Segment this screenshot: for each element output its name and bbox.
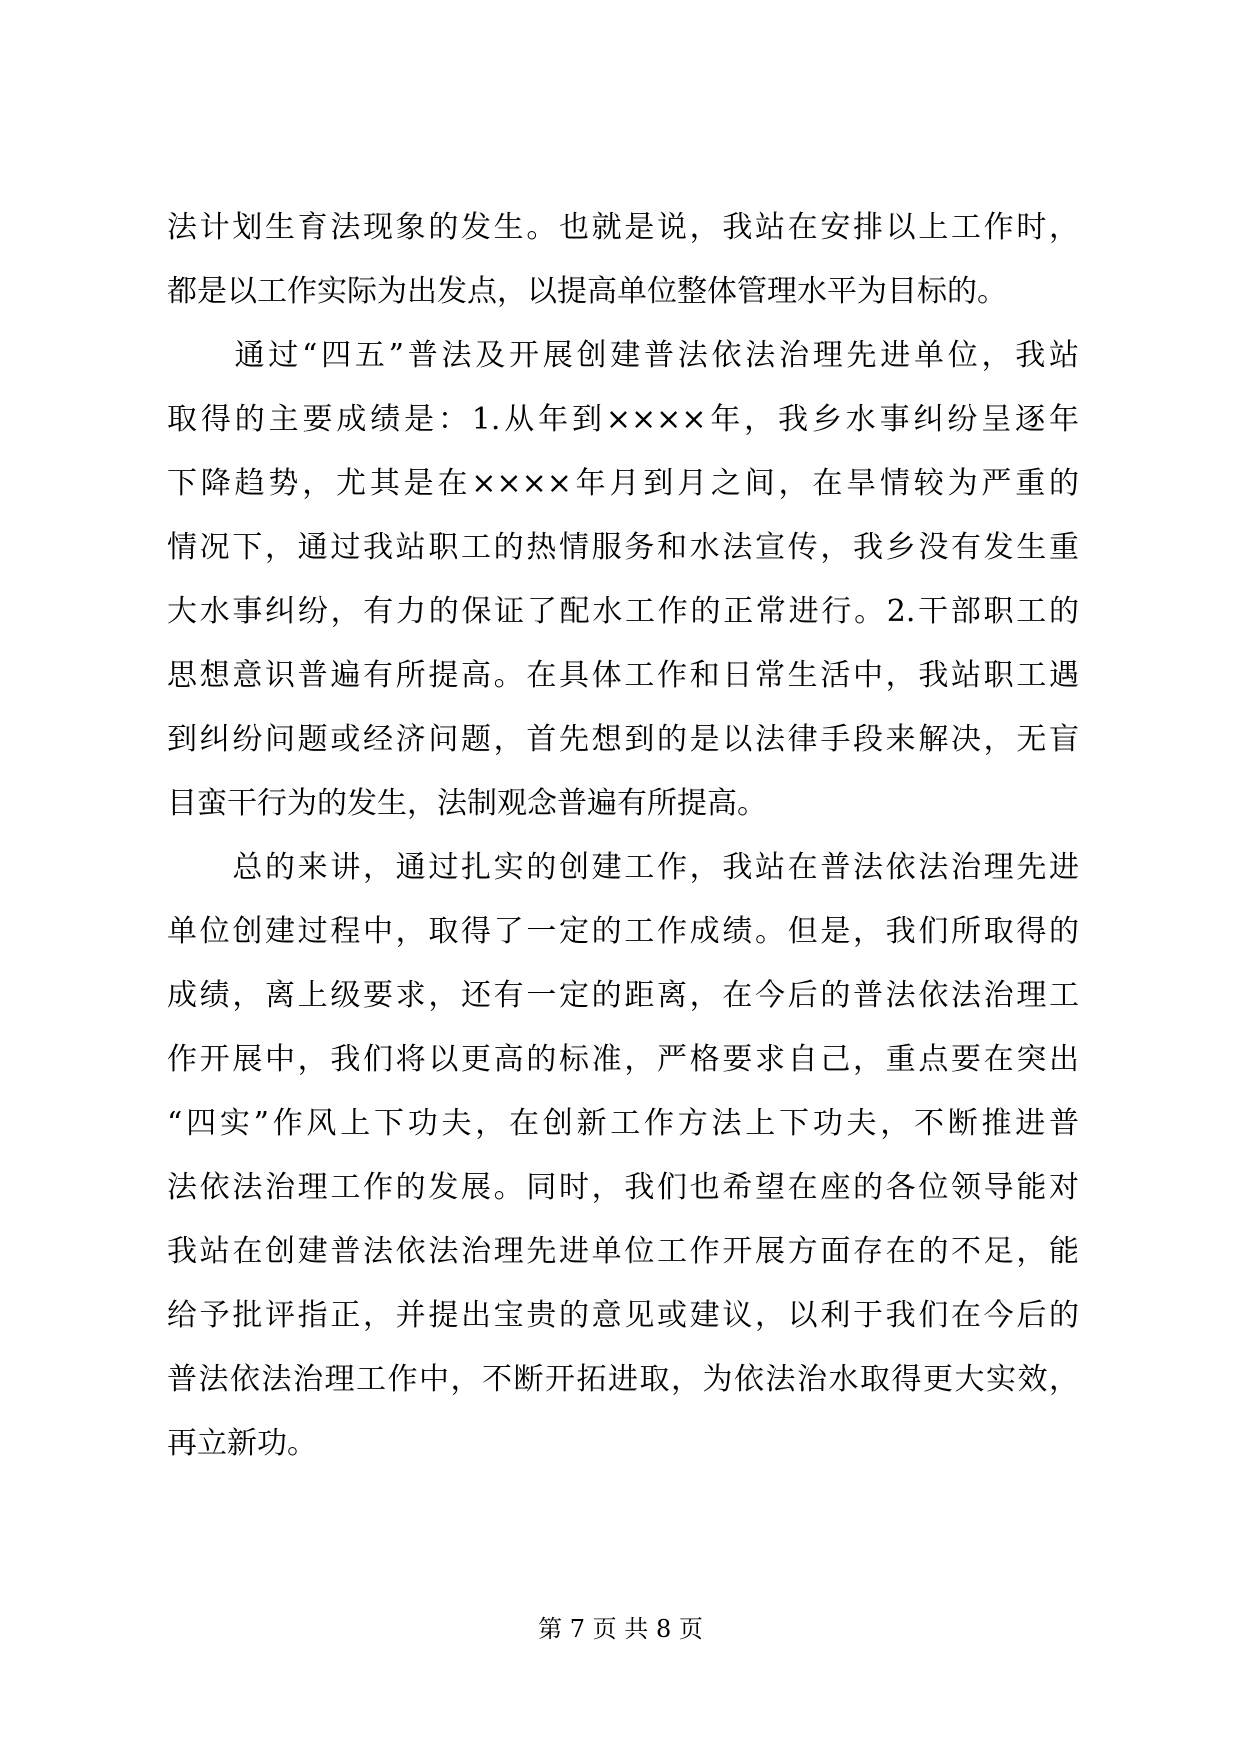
text-line: 法依法治理工作的发展。同时，我们也希望在座的各位领导能对 [167,1170,1079,1205]
text-line: 普法依法治理工作中，不断开拓进取，为依法治水取得更大实效， [167,1362,1079,1397]
text-line: 大水事纠纷，有力的保证了配水工作的正常进行。2.干部职工的 [167,594,1079,629]
text-line: 情况下，通过我站职工的热情服务和水法宣传，我乡没有发生重 [167,530,1079,565]
text-line: 总的来讲，通过扎实的创建工作，我站在普法依法治理先进 [167,850,1079,885]
text-line: 都是以工作实际为出发点，以提高单位整体管理水平为目标的。 [167,274,1007,309]
text-line: 取得的主要成绩是：1.从年到××××年，我乡水事纠纷呈逐年 [167,402,1079,437]
text-line: 作开展中，我们将以更高的标准，严格要求自己，重点要在突出 [167,1042,1079,1077]
text-line: 再立新功。 [167,1426,317,1461]
text-line: 目蛮干行为的发生，法制观念普遍有所提高。 [167,786,767,821]
text-line: 给予批评指正，并提出宝贵的意见或建议，以利于我们在今后的 [167,1298,1079,1333]
text-line: “四实”作风上下功夫，在创新工作方法上下功夫，不断推进普 [167,1106,1079,1141]
text-line: 成绩，离上级要求，还有一定的距离，在今后的普法依法治理工 [167,978,1079,1013]
text-line: 到纠纷问题或经济问题，首先想到的是以法律手段来解决，无盲 [167,722,1079,757]
text-line: 我站在创建普法依法治理先进单位工作开展方面存在的不足，能 [167,1234,1079,1269]
text-line: 单位创建过程中，取得了一定的工作成绩。但是，我们所取得的 [167,914,1079,949]
text-line: 思想意识普遍有所提高。在具体工作和日常生活中，我站职工遇 [167,658,1079,693]
page-footer: 第 7 页 共 8 页 [538,1615,703,1643]
body-text [167,196,1079,1476]
text-line: 通过“四五”普法及开展创建普法依法治理先进单位，我站 [167,338,1079,373]
text-line: 下降趋势，尤其是在××××年月到月之间，在旱情较为严重的 [167,466,1079,501]
text-line: 法计划生育法现象的发生。也就是说，我站在安排以上工作时， [167,210,1079,245]
